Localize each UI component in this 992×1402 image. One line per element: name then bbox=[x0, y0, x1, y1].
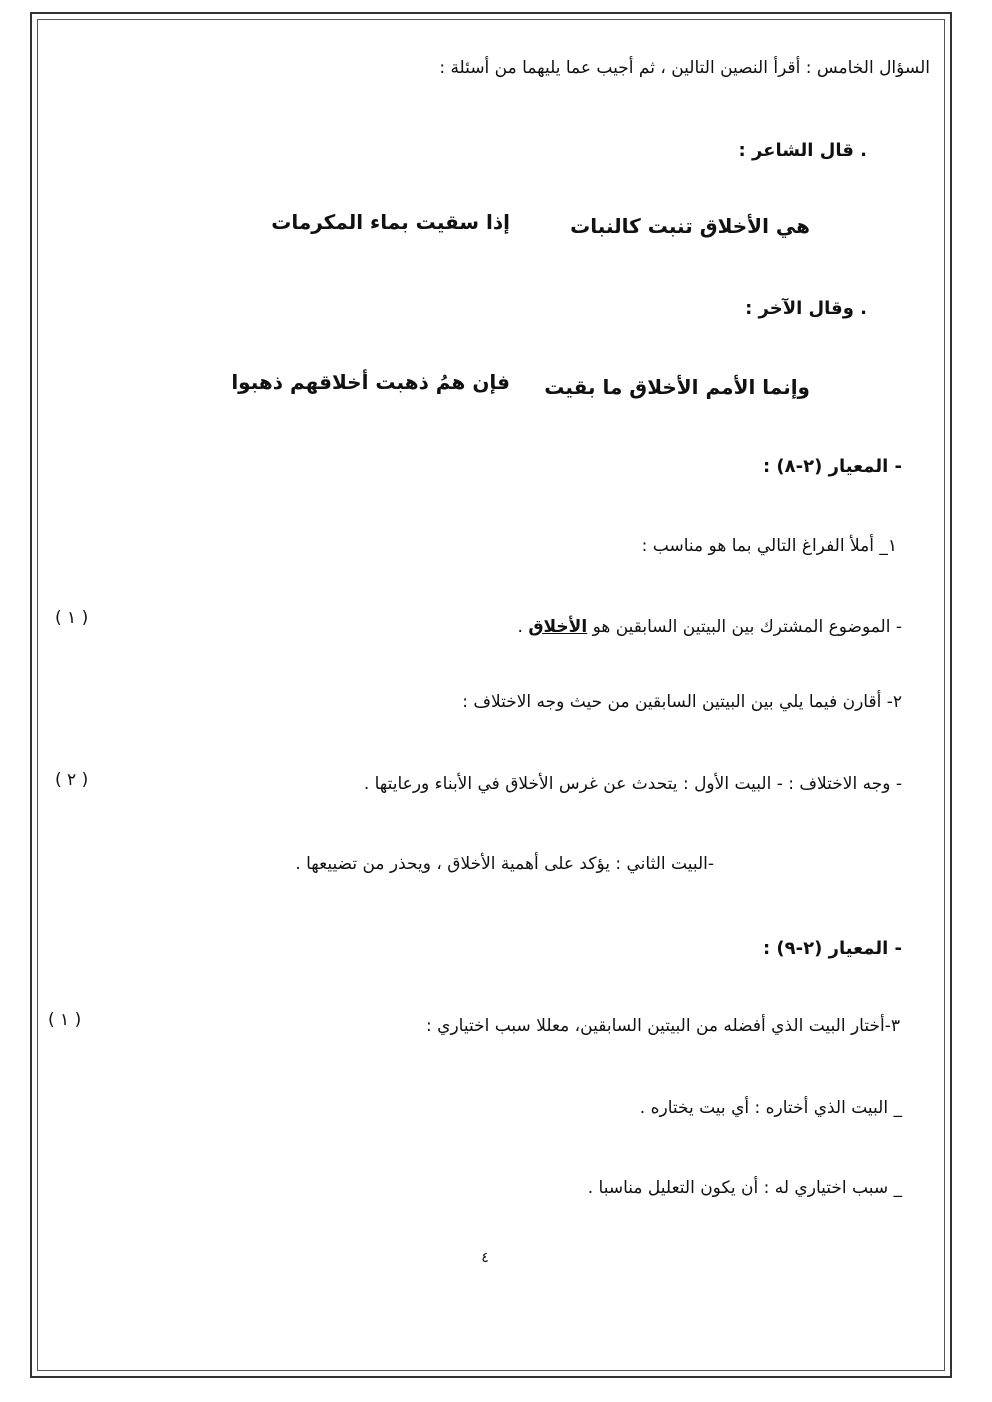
q1-answer: الأخلاق bbox=[528, 617, 588, 637]
q2-line-1: - وجه الاختلاف : - البيت الأول : يتحدث عن غرس الأخلاق في الأبناء ورعايتها . bbox=[363, 774, 902, 794]
q3-prompt: ٣-أختار البيت الذي أفضله من البيتين السابقين، معللا سبب اختياري : bbox=[426, 1016, 900, 1036]
q2-prompt: ٢- أقارن فيما يلي بين البيتين السابقين من حيث وجه الاختلاف : bbox=[462, 692, 902, 712]
q1-line bbox=[518, 617, 903, 637]
q3-mark: ( ١ ) bbox=[48, 1010, 82, 1030]
verse1-first-half: هي الأخلاق تنبت كالنبات bbox=[570, 214, 810, 238]
page-number: ٤ bbox=[481, 1250, 489, 1266]
poet1-label: . قال الشاعر : bbox=[738, 140, 867, 161]
q1-prompt: ١_ أملأ الفراغ التالي بما هو مناسب : bbox=[641, 536, 897, 556]
criterion-2: - المعيار (٢-٩) : bbox=[762, 938, 902, 959]
q1-mark: ( ١ ) bbox=[55, 608, 89, 628]
criterion-1: - المعيار (٢-٨) : bbox=[762, 456, 902, 477]
q2-line-2: -البيت الثاني : يؤكد على أهمية الأخلاق ، ويحذر من تضييعها . bbox=[295, 854, 714, 874]
q1-end: . bbox=[517, 617, 529, 637]
question-heading: السؤال الخامس : أقرأ النصين التالين ، ثم أجيب عما يليهما من أسئلة : bbox=[439, 58, 930, 78]
q3-answer-1: _ البيت الذي أختاره : أي بيت يختاره . bbox=[639, 1098, 902, 1118]
verse1-second-half: إذا سقيت بماء المكرمات bbox=[271, 210, 510, 234]
q1-text: - الموضوع المشترك بين البيتين السابقين هو bbox=[592, 617, 902, 637]
verse2-second-half: فإن همُ ذهبت أخلاقهم ذهبوا bbox=[231, 370, 510, 394]
q3-answer-2: _ سبب اختياري له : أن يكون التعليل مناسبا . bbox=[587, 1178, 902, 1198]
verse2-first-half: وإنما الأمم الأخلاق ما بقيت bbox=[544, 375, 810, 399]
poet2-label: . وقال الآخر : bbox=[745, 298, 867, 319]
q2-mark: ( ٢ ) bbox=[55, 770, 89, 790]
